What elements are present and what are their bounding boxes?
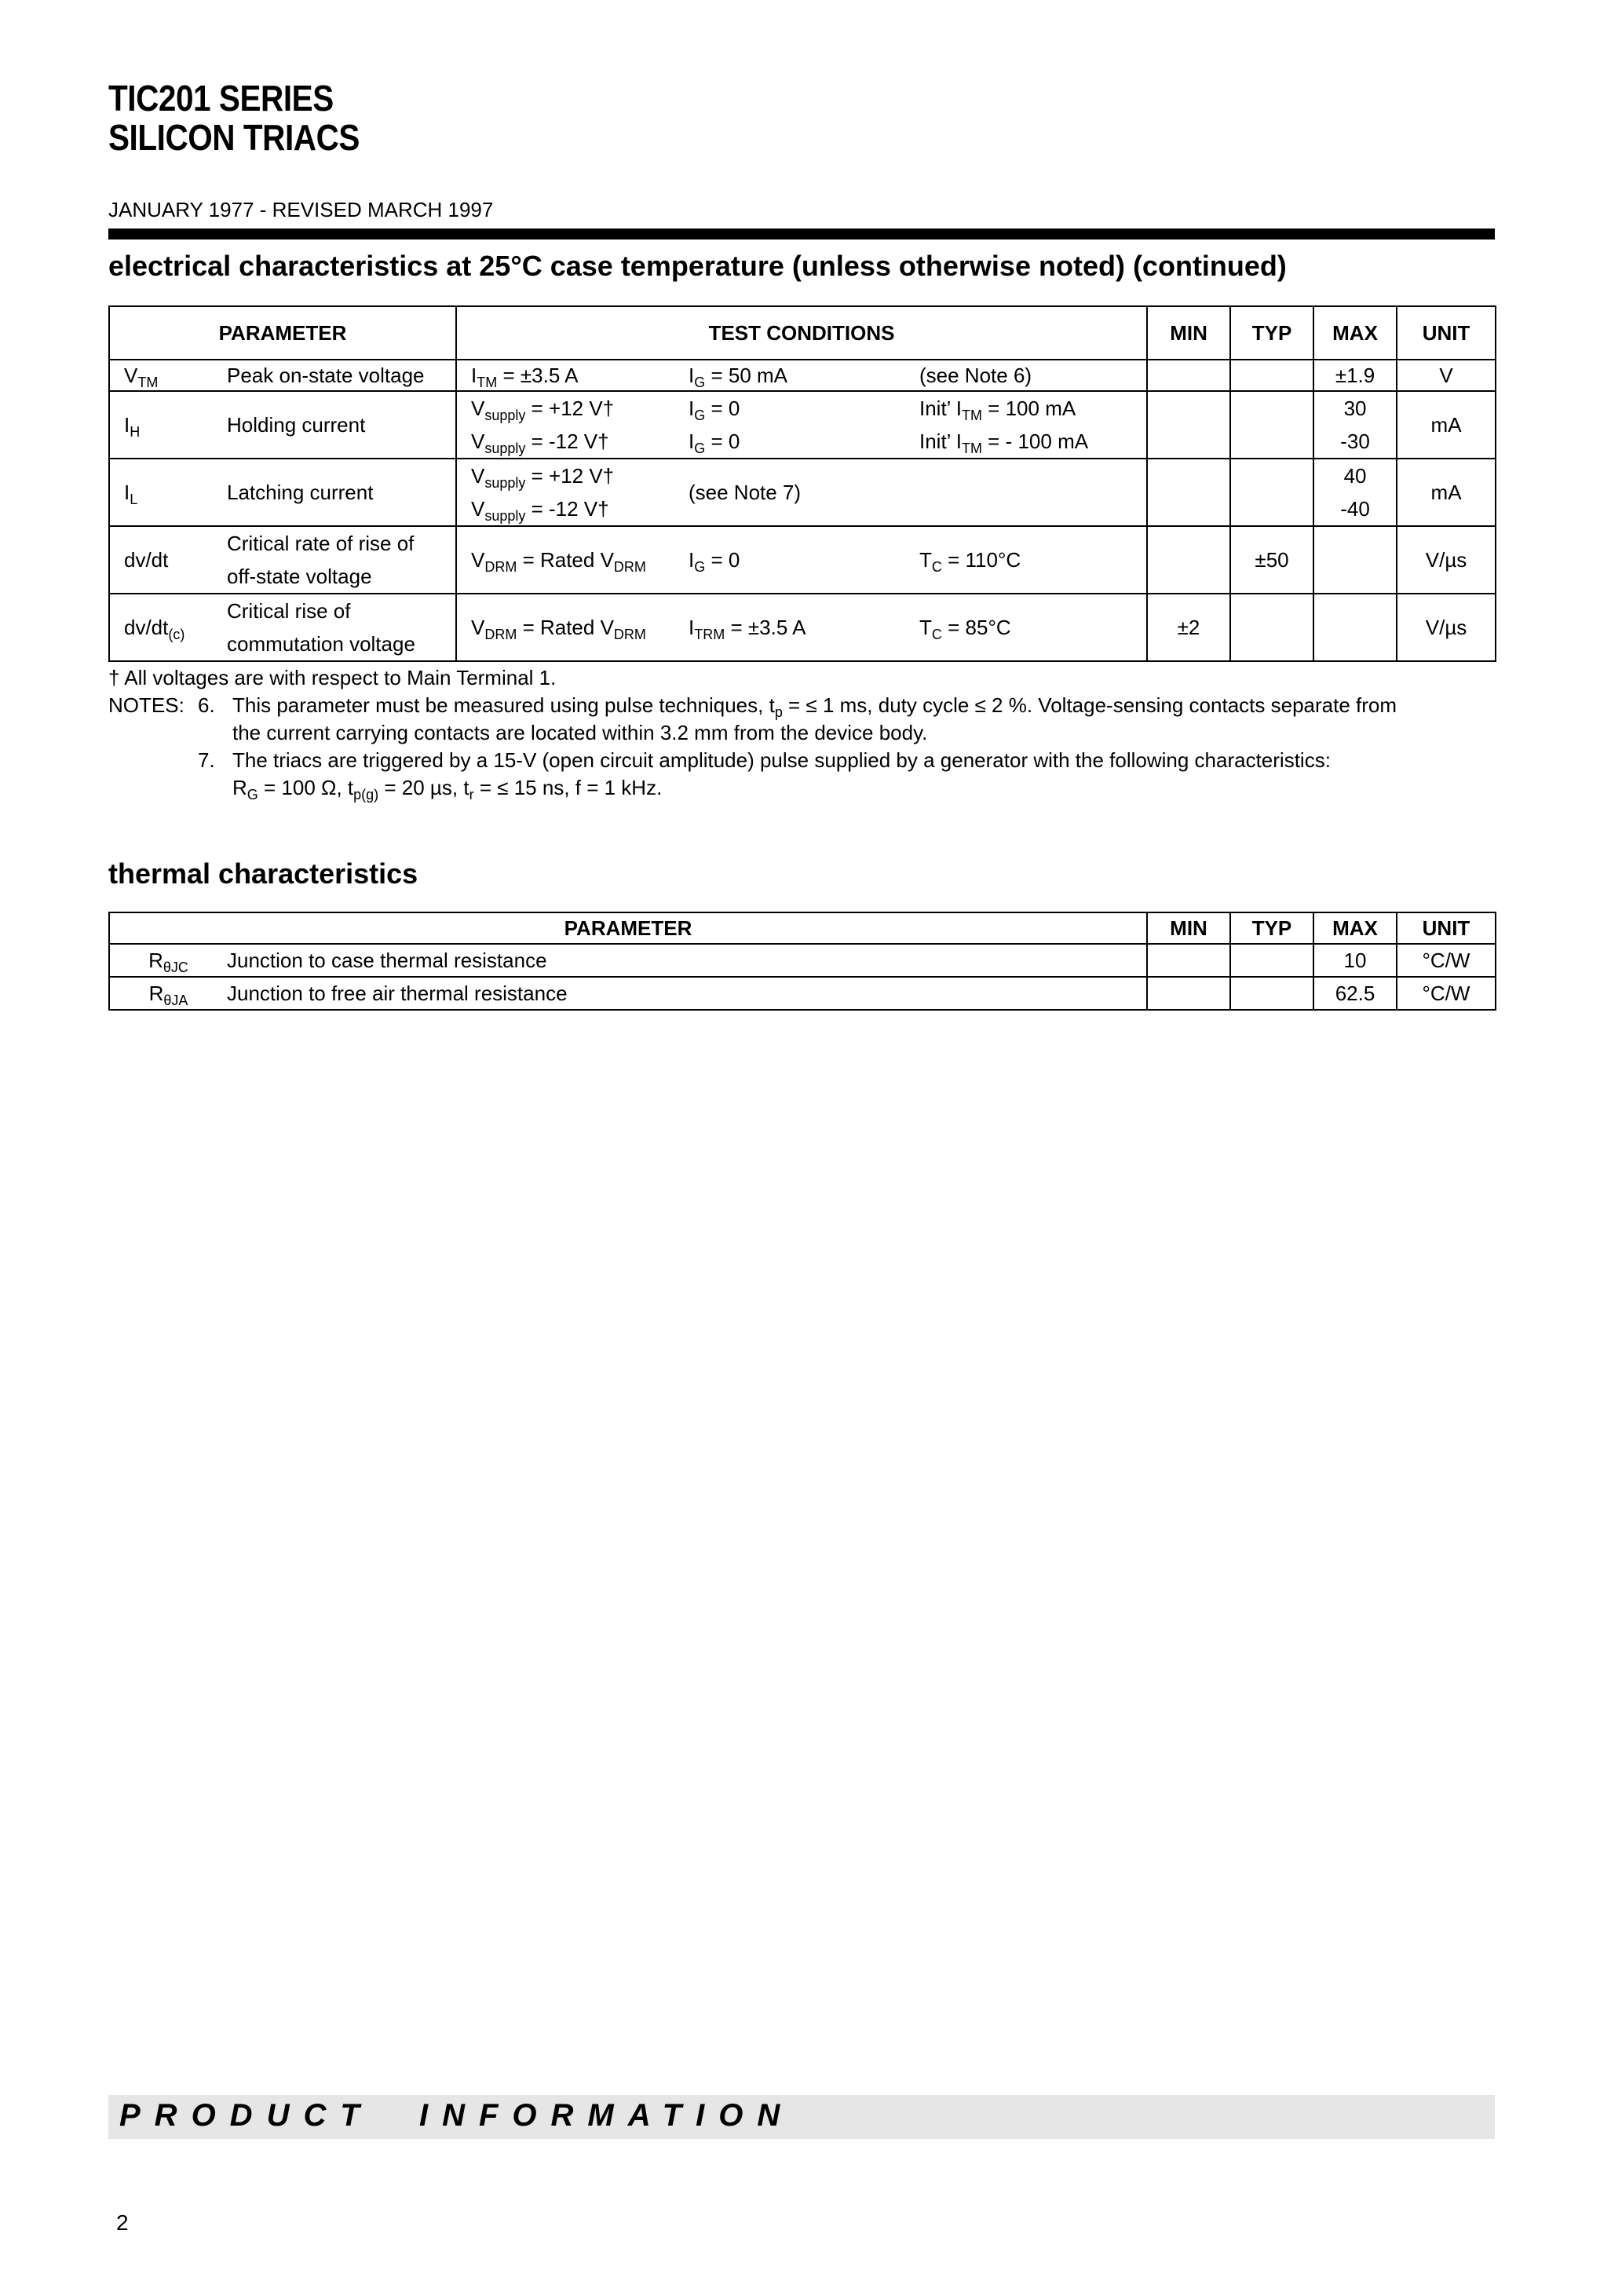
series-name: TIC201 SERIES bbox=[108, 78, 334, 119]
typ-value bbox=[1230, 977, 1313, 1010]
device-type: SILICON TRIACS bbox=[108, 117, 360, 158]
param-symbol: $dv/dt_{(c)}$ bbox=[109, 594, 227, 661]
page-number: 2 bbox=[116, 2210, 129, 2235]
notes-block bbox=[108, 664, 1495, 802]
test-condition: $I_{TM} = \pm 3.5$ A bbox=[456, 360, 689, 391]
table-row bbox=[109, 944, 1496, 977]
typ-value bbox=[1230, 391, 1313, 459]
unit-value: V/µs bbox=[1397, 594, 1496, 661]
max-value: 62.5 bbox=[1313, 977, 1397, 1010]
typ-value bbox=[1230, 360, 1313, 391]
param-name: Junction to free air thermal resistance bbox=[227, 977, 1147, 1010]
col-max: MAX bbox=[1313, 912, 1397, 944]
col-typ: TYP bbox=[1230, 912, 1313, 944]
unit-value: mA bbox=[1397, 391, 1496, 459]
param-symbol: $R_{\theta JC}$ bbox=[109, 944, 227, 977]
note-7: 7. The triacs are triggered by a 15-V (open circuit amplitude) pulse supplied by a generator with the following characteristics: bbox=[198, 748, 1331, 772]
test-condition: $V_{DRM}$ = Rated $V_{DRM}$ bbox=[456, 526, 689, 594]
min-value bbox=[1147, 391, 1230, 459]
thermal-heading: thermal characteristics bbox=[108, 857, 418, 890]
param-symbol: $I_L$ bbox=[109, 459, 227, 526]
max-value: ±1.9 bbox=[1313, 360, 1397, 391]
typ-value bbox=[1230, 594, 1313, 661]
note-7-continued: $R_G = 100$ Ω, $t_{p(g)} = 20$ µs, $t_r$ = ≤ 15 ns, f = 1 kHz. bbox=[232, 776, 663, 803]
param-symbol: $V_{TM}$ bbox=[109, 360, 227, 391]
col-max: MAX bbox=[1313, 306, 1397, 360]
table-row bbox=[109, 459, 1496, 526]
test-condition: $I_{TRM} = \pm 3.5$ A bbox=[689, 594, 919, 661]
table-row bbox=[109, 360, 1496, 391]
min-value bbox=[1147, 977, 1230, 1010]
max-value: 10 bbox=[1313, 944, 1397, 977]
col-unit: UNIT bbox=[1397, 912, 1496, 944]
electrical-heading: electrical characteristics at 25°C case temperature (unless otherwise noted) (continued) bbox=[108, 250, 1287, 282]
param-symbol: $I_H$ bbox=[109, 391, 227, 459]
col-parameter: PARAMETER bbox=[109, 306, 456, 360]
test-condition: $V_{supply} = +12$ V† $V_{supply} = -12$ V† bbox=[456, 391, 689, 459]
min-value bbox=[1147, 459, 1230, 526]
revision-date: JANUARY 1977 - REVISED MARCH 1997 bbox=[108, 198, 494, 221]
max-value: 40 -40 bbox=[1313, 459, 1397, 526]
min-value bbox=[1147, 944, 1230, 977]
product-information-label: PRODUCT INFORMATION bbox=[119, 2098, 795, 2133]
test-condition: (see Note 6) bbox=[919, 360, 1147, 391]
test-condition: Init’ $I_{TM} = 100$ mA Init’ $I_{TM}$ = - 100 mA bbox=[919, 391, 1147, 459]
table-row bbox=[109, 526, 1496, 594]
note-6-continued: the current carrying contacts are located within 3.2 mm from the device body. bbox=[232, 721, 928, 744]
electrical-table bbox=[108, 305, 1496, 662]
thermal-header-row bbox=[109, 912, 1496, 944]
test-condition: $I_G = 0$ bbox=[689, 526, 919, 594]
max-value bbox=[1313, 526, 1397, 594]
dagger-note: † All voltages are with respect to Main Terminal 1. bbox=[108, 666, 557, 689]
param-symbol: dv/dt bbox=[109, 526, 227, 594]
max-value: 30 -30 bbox=[1313, 391, 1397, 459]
test-condition: $V_{supply} = +12$ V† $V_{supply} = -12$ V† bbox=[456, 459, 689, 526]
unit-value: °C/W bbox=[1397, 977, 1496, 1010]
param-name: Holding current bbox=[227, 391, 456, 459]
min-value bbox=[1147, 360, 1230, 391]
test-condition bbox=[919, 459, 1147, 526]
typ-value bbox=[1230, 459, 1313, 526]
test-condition: $T_C = 110^\circ C$ bbox=[919, 526, 1147, 594]
unit-value: °C/W bbox=[1397, 944, 1496, 977]
test-condition: $V_{DRM}$ = Rated $V_{DRM}$ bbox=[456, 594, 689, 661]
notes-label: NOTES: bbox=[108, 693, 184, 717]
param-name: Latching current bbox=[227, 459, 456, 526]
param-name: Critical rise of commutation voltage bbox=[227, 594, 456, 661]
param-name: Peak on-state voltage bbox=[227, 360, 456, 391]
unit-value: V/µs bbox=[1397, 526, 1496, 594]
test-condition: $I_G = 50$ mA bbox=[689, 360, 919, 391]
col-parameter: PARAMETER bbox=[109, 912, 1147, 944]
col-min: MIN bbox=[1147, 306, 1230, 360]
thermal-table bbox=[108, 912, 1496, 1011]
param-symbol: $R_{\theta JA}$ bbox=[109, 977, 227, 1010]
typ-value bbox=[1230, 944, 1313, 977]
col-min: MIN bbox=[1147, 912, 1230, 944]
test-condition: $T_C = 85^\circ C$ bbox=[919, 594, 1147, 661]
col-unit: UNIT bbox=[1397, 306, 1496, 360]
unit-value: mA bbox=[1397, 459, 1496, 526]
table-row bbox=[109, 594, 1496, 661]
min-value: ±2 bbox=[1147, 594, 1230, 661]
min-value bbox=[1147, 526, 1230, 594]
document-title bbox=[108, 79, 360, 157]
col-test-conditions: TEST CONDITIONS bbox=[456, 306, 1147, 360]
param-name: Critical rate of rise of off-state voltage bbox=[227, 526, 456, 594]
unit-value: V bbox=[1397, 360, 1496, 391]
header-rule bbox=[108, 229, 1495, 239]
electrical-header-row bbox=[109, 306, 1496, 360]
col-typ: TYP bbox=[1230, 306, 1313, 360]
test-condition: $I_G = 0$ $I_G = 0$ bbox=[689, 391, 919, 459]
max-value bbox=[1313, 594, 1397, 661]
param-name: Junction to case thermal resistance bbox=[227, 944, 1147, 977]
table-row bbox=[109, 391, 1496, 459]
note-6: NOTES: 6. This parameter must be measured using pulse techniques, $t_p$ = ≤ 1 ms, duty cycle ≤ 2 %. Voltage-sensing contacts separate from bbox=[108, 693, 1397, 720]
test-condition: (see Note 7) bbox=[689, 459, 919, 526]
table-row bbox=[109, 977, 1496, 1010]
typ-value: ±50 bbox=[1230, 526, 1313, 594]
